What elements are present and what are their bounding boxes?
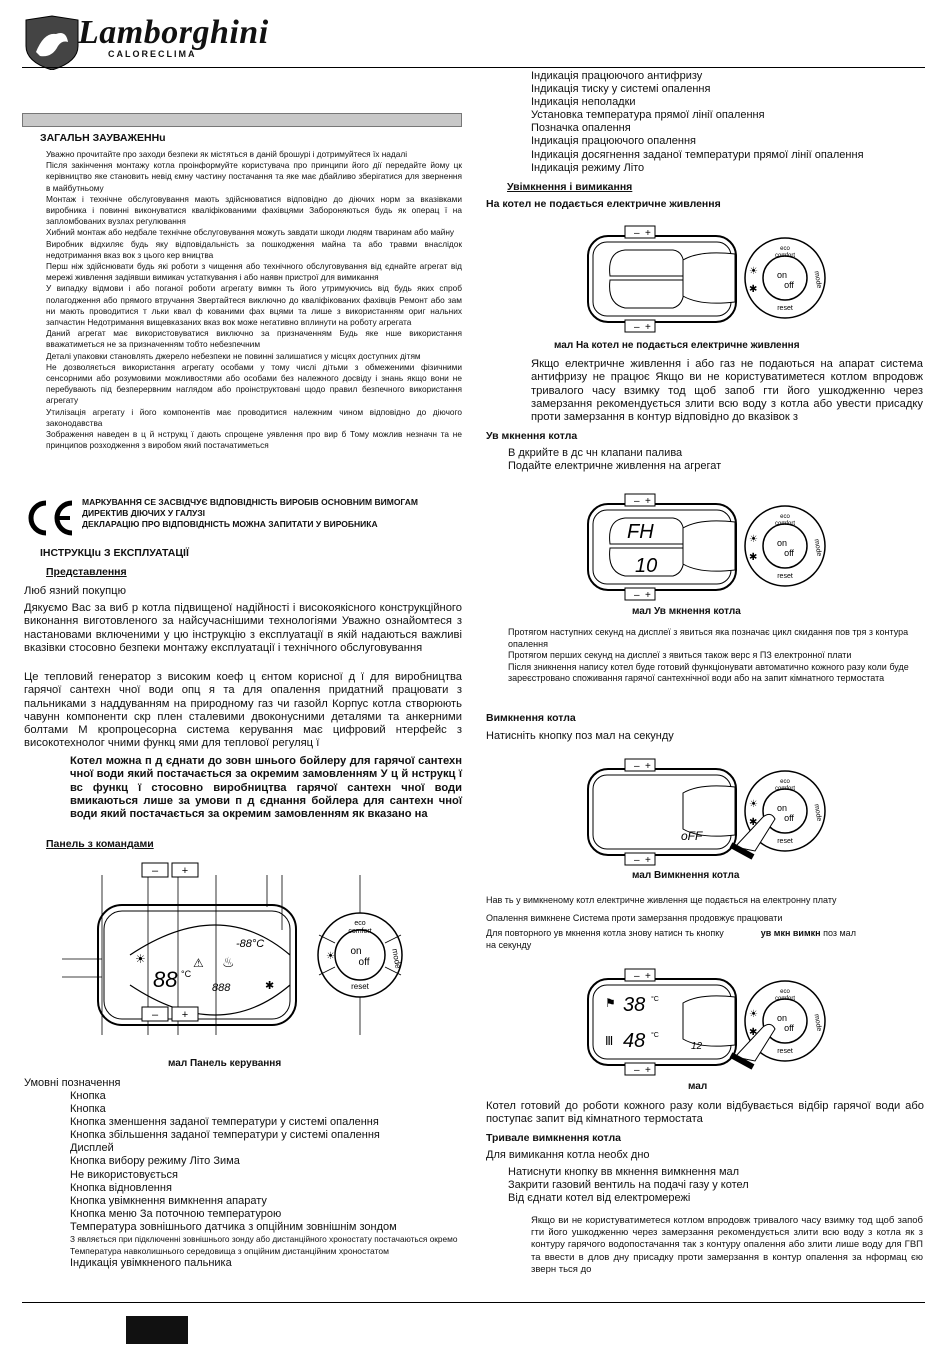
sun-icon: ☀ [135,952,146,966]
plus-button-top[interactable]: + [181,865,189,877]
snowflake-icon: ✱ [749,284,758,295]
plus-button[interactable]: + [645,590,651,601]
off-title: Вимкнення котла [486,712,576,724]
onoff-title: Увімкнення і вимикання [507,181,633,193]
eco-label[interactable]: eco [780,779,790,785]
comfort-label[interactable]: comfort [774,786,796,792]
snowflake-icon: ✱ [749,1027,758,1038]
ce-note [82,497,418,530]
legend-continued [531,70,921,175]
legend-list [70,1090,462,1270]
legend-item: З являється при підключенні зовнішнього зонду або дистанційного хроностату постачаються окремо [70,1234,458,1245]
legend-item: Дисплей [70,1142,114,1155]
comfort-label[interactable]: comfort [348,928,372,935]
display-off-readout: oFF [681,829,703,843]
greeting: Люб язний покупцю [24,585,126,597]
flame-icon: ♨ [222,954,235,970]
instructions-title: ІНСТРУКЦІu З ЕКСПЛУАТАЦІЇ [40,547,189,559]
note: Після зникнення напису котел буде готовий функціонувати автоматично кожного разу коли буде зареєстровано споживання гарячої сантехнічної води або на запит кімнатного термостата [508,661,909,683]
general-para: Після закінчення монтажу котла проінформуйте користувача про принципи його дії передайте йому цк керівництво яке становить невід ємну частину постачання та яке має дбайливо зберігатися для звернення в майбутньому [46,160,462,193]
note: Опалення вимкнене Система проти замерзання продовжує працювати [486,913,783,923]
note: Протягом перших секунд на дисплеї з явиться також верс я ПЗ електронної плати [508,650,852,660]
reset-label[interactable]: reset [777,838,793,845]
general-notes-title: ЗАГАЛЬН ЗАУВАЖЕННu [40,132,166,144]
reenable-text: Для повторного ув мкнення котла знову натисн ть кнопку [486,928,724,938]
minus-button[interactable]: – [634,322,640,333]
plus-button[interactable]: + [645,971,651,982]
general-para: Зображення наведен в ц й нструкц ї дають спрощене уявлення про вир б Тому можлив незначн та не принципов розходження з виробом який постачатиметься [46,429,462,451]
tap-icon: ⚑ [605,996,616,1010]
minus-button[interactable]: – [634,496,640,507]
ce-line: МАРКУВАННЯ CE ЗАСВІДЧУЄ ВІДПОВІДНІСТЬ ВИРОБІВ ОСНОВНИМ ВИМОГАМ [82,497,418,507]
on-label[interactable]: on [776,1013,788,1023]
panel-caption: мал Панель керування [168,1058,282,1069]
fig1-caption: мал На котел не подається електричне живлення [554,340,800,351]
eco-label[interactable]: eco [354,920,366,927]
legend-item: Індикація працюючого опалення [531,135,696,148]
general-para: Виробник відхиляє будь яку відповідальність за пошкодження майна та або травми внаслідок недотримання вказ вок з цього кер вництва [46,238,462,260]
display-figure-switch-on [585,490,830,602]
plus-button[interactable]: + [645,855,651,866]
panel-ext-temp: -88°C [236,938,265,950]
eco-label[interactable]: eco [780,246,790,252]
section-bar [22,113,462,127]
display-figure-switch-off [585,755,830,867]
reset-label[interactable]: reset [777,573,793,580]
note: Нав ть у вимкненому котл електричне живлення ще подається на електронну плату [486,895,837,905]
sun-icon: ☀ [749,266,758,277]
reset-label[interactable]: reset [777,1048,793,1055]
general-notes [46,149,462,451]
intro-title: Представлення [46,566,127,578]
legend-item: Індикація досягнення заданої температури прямої лінії опалення [531,148,864,161]
footer-rule [22,1302,925,1303]
minus-button-top[interactable]: – [151,865,159,877]
dhw-unit: °C [651,996,659,1003]
page-number-box [126,1316,188,1344]
brand-sub: CALORECLIMA [108,49,197,59]
intro-para-2: Це тепловий генератор з високим коеф ц єнтом корисної д ї для виробництва гарячої сантехн чної води опц я та для опалення придатний працювати з пальниками з наддуванням на природному газ чи газойл Корпус котла створюють чавунн компоненти скр плен сталевими двоконусними деталями та анкерними болтами М кропроцесорна система керування має цифровий нтерфейс з високотехнолог чними функц ями для теплової регуляц ї [24,671,462,750]
on-label[interactable]: on [776,803,788,813]
mode-label[interactable]: mode [812,538,823,557]
minus-button[interactable]: – [634,971,640,982]
switch-on-title: Ув мкнення котла [486,430,578,442]
general-para: Утилізація агрегату і його компонентів має проводитися належним чином відповідно до діючого законодавства [46,406,462,428]
boiler-note: Котел можна п д єднати до зовн шнього бойлеру для гарячої сантехн чної води який постачається за окремим замовленням У ц й нструкц ї вс функц ї стосовно виробництва гарячої сантехн чної води вмикаються лише за умови п д єднання бойлера для сантехн чної води який постачається за окремим замовленням як вказано на [70,755,462,821]
general-para: У випадку відмови і або поганої роботи агрегату вимкн ть його утримуючись від будь яких спроб полагодження або прямого втручання Звертайтеся виключно до кваліфікованих фахівців Ремонт або зам ни мають проводитися т льки квал ф кованими фах вцями та лише з використанням ориг нальних запчастин Недотримання вищевказаних вказ вок може негативно вплинути на роботу агрегата [46,283,462,328]
pressure-readout: 12 [691,1041,703,1052]
plus-button[interactable]: + [645,496,651,507]
no-power-title: На котел не подається електричне живлення [486,198,721,210]
minus-button[interactable]: – [634,855,640,866]
off-text: Натисніть кнопку поз мал на секунду [486,730,674,742]
long-off-need: Для вимикання котла необх дно [486,1149,650,1161]
fig4-caption: мал [688,1081,708,1092]
general-para: Хибний монтаж або недбале технічне обслуговування можуть завдати шкоди людям тваринам або майну [46,227,455,238]
legend-item: Кнопка зменшення заданої температури у системі опалення [70,1116,379,1129]
fig2-caption: мал Ув мкнення котла [632,606,741,617]
legend-item: Індикація тиску у системі опалення [531,83,711,96]
brand-name: Lamborghini [78,14,269,51]
snowflake-icon: ✱ [749,552,758,563]
step: В дкрийте в дс чн клапани палива [508,447,683,459]
legend-item: Кнопка [70,1090,106,1102]
eco-label[interactable]: eco [780,989,790,995]
panel-temp-unit: °C [181,969,192,979]
plus-button-bottom[interactable]: + [181,1009,189,1021]
ce-mark-icon [24,500,76,536]
minus-button[interactable]: – [634,1065,640,1076]
legend-item: Кнопка меню За поточною температурою [70,1207,282,1220]
general-para: Монтаж і технічне обслуговування мають здійснюватися відповідно до діючих норм за вказівками виробника і повинні виконуватися кваліфікованими фахівцями Забороняються будь як операц ї на запломбованих вузлах регулювання [46,193,462,227]
general-para: Перш ніж здійснювати будь які роботи з чищення або технічного обслуговування від єднайте агрегат від мережі живлення задіявши вимикач устаткування і або наявн пристрої для вимикання [46,261,462,283]
legend-item: Установка температура прямої лінії опалення [531,109,765,122]
eco-label[interactable]: eco [780,514,790,520]
snowflake-icon: ✱ [265,980,275,992]
heating-unit: °C [651,1032,659,1039]
display-figure-ready [585,965,830,1077]
minus-button-bottom[interactable]: – [151,1009,159,1021]
long-off-note: Якщо ви не користуватиметеся котлом впродовж тривалого часу взимку тод щоб запоб гти його ушкодженню через замерзання рекомендується злити всю воду з котла як з контуру гарячого водопостачання так з контуру опалення або злити лише воду для ГВП та ввести в длов дну присадку проти замерзання в контур опалення за нформац єю зверн ться до [531,1215,923,1275]
plus-button[interactable]: + [645,228,651,239]
sun-icon: ☀ [326,951,335,962]
mode-label[interactable]: mode [812,270,823,289]
no-power-text: Якщо електричне живлення і або газ не подаються на апарат система антифризу не працює Якщо ви не користуватиметеся котлом впродовж тривалого часу взимку тод щоб запоб гти його ушкодженню через замерзання рекомендується злити всю воду з котла або увести присадку проти замерзання в контур відповідно до вказівок з [531,358,923,424]
ce-line: ДЕКЛАРАЦІЮ ПРО ВІДПОВІДНІСТЬ МОЖНА ЗАПИТАТИ У ВИРОБНИКА [82,519,378,529]
comfort-label[interactable]: comfort [774,521,796,527]
sun-icon: ☀ [749,1009,758,1020]
legend-item: Температура зовнішнього датчика з опційним зовнішнім зондом [70,1220,397,1233]
sun-icon: ☀ [749,799,758,810]
legend-item: Кнопка увімкнення вимкнення апарату [70,1194,267,1207]
off-label[interactable]: off [784,1023,794,1033]
minus-button[interactable]: – [634,590,640,601]
radiator-icon: Ⅲ [605,1034,614,1048]
comfort-label[interactable]: comfort [774,253,796,259]
legend-item: Індикація працюючого антифризу [531,70,703,82]
reenable-button-name: ув мкн вимкн [760,928,821,938]
mode-label[interactable]: mode [390,947,403,970]
minus-button[interactable]: – [634,761,640,772]
legend-title: Умовні позначення [24,1077,121,1089]
general-para: Деталі упаковки становлять джерело небезпеки не повинні залишатися у місцях доступних дітям [46,350,421,361]
plus-button[interactable]: + [645,322,651,333]
panel-small-digits: 888 [212,982,231,994]
snowflake-icon: ✱ [749,817,758,828]
heating-temp: 48 [623,1030,646,1052]
mode-label[interactable]: mode [812,803,823,822]
legend-item: Кнопка відновлення [70,1181,172,1194]
off-label[interactable]: off [784,280,794,290]
panel-temp-big: 88 [153,967,178,992]
legend-item: Кнопка [70,1103,106,1116]
general-para: Не дозволяється використання агрегату особами у тому числі дітьми з обмеженими фізичними сенсорними або розумовими можливостями або особами без належного досвіду і знань якщо вони не перебувають під безперервним наглядом або проінструктовані щодо правил безпечного використання агрегату [46,361,462,406]
comfort-label[interactable]: comfort [774,996,796,1002]
fig3-caption: мал Вимкнення котла [632,870,740,881]
panel-title: Панель з командами [46,838,154,850]
after-off-notes [486,891,924,927]
plus-button[interactable]: + [645,1065,651,1076]
sun-icon: ☀ [749,534,758,545]
general-para: Уважно прочитайте про заходи безпеки як містяться в даній брошурі і дотримуйтеся їх надалі [46,149,408,159]
step: Від єднати котел від електромережі [508,1192,691,1205]
legend-item: Індикація режиму Літо [531,161,645,174]
reenable-note [486,927,924,951]
header-rule [22,67,925,68]
plus-button[interactable]: + [645,761,651,772]
off-label[interactable]: off [784,548,794,558]
display-figure-no-power [585,222,830,334]
step: Закрити газовий вентиль на подачі газу у котел [508,1179,749,1192]
on-label[interactable]: on [350,946,362,957]
legend-item: Кнопка вибору режиму Літо Зима [70,1155,240,1168]
note: Протягом наступних секунд на дисплеї з явиться яка позначає цикл скидання пов тря з контура опалення [508,627,909,649]
long-off-title: Тривале вимкнення котла [486,1132,621,1144]
long-off-steps [508,1166,749,1205]
step: Подайте електричне живлення на агрегат [508,460,722,473]
off-label[interactable]: off [784,813,794,823]
control-panel-figure [60,855,420,1050]
off-label[interactable]: off [358,957,370,968]
intro-para-1: Дякуємо Вас за виб р котла підвищеної надійності і високоякісного конструкційного виконання виготовленого за найсучаснішими технологіями Уважно ознайомтеся з настановами включеними у цю інструкцію з експлуатації в якій надаються важливі вказівки стосовно безпеки монтажу експлуатації і технічного обслуговування [24,602,462,654]
ce-line: ДИРЕКТИВ ДІЮЧИХ У ГАЛУЗІ [82,508,206,518]
display-bottom-readout: 10 [635,555,658,577]
legend-item: Позначка опалення [531,122,631,135]
on-label[interactable]: on [776,270,788,280]
warning-icon: ⚠ [193,956,204,970]
legend-item: Індикація неполадки [531,96,636,109]
minus-button[interactable]: – [634,228,640,239]
reset-label[interactable]: reset [351,982,369,991]
switch-on-steps [508,447,721,473]
ready-text: Котел готовий до роботи кожного разу коли відбувається відбір гарячої води або поступає запит від кімнатного термостата [486,1100,924,1126]
reenable-duration: на секунду [486,940,532,950]
general-para: Даний агрегат має використовуватися виключно за призначенням Будь яке нше використання вважатиметься не за призначенням тобто небезпечним [46,328,462,350]
mode-label[interactable]: mode [812,1013,823,1032]
display-top-readout: FH [627,521,654,543]
reenable-pos: поз мал [823,928,856,938]
legend-item: Не використовується [70,1168,178,1181]
legend-item: Індикація увімкненого пальника [70,1257,232,1270]
legend-item: Температура навколишнього середовища з опційним дистанційним хроностатом [70,1246,389,1257]
dhw-temp: 38 [623,994,646,1016]
step: Натиснути кнопку вв мкнення вимкнення мал [508,1166,740,1178]
reset-label[interactable]: reset [777,305,793,312]
on-label[interactable]: on [776,538,788,548]
legend-item: Кнопка збільшення заданої температури у системі опалення [70,1129,380,1142]
after-on-notes [508,627,924,685]
